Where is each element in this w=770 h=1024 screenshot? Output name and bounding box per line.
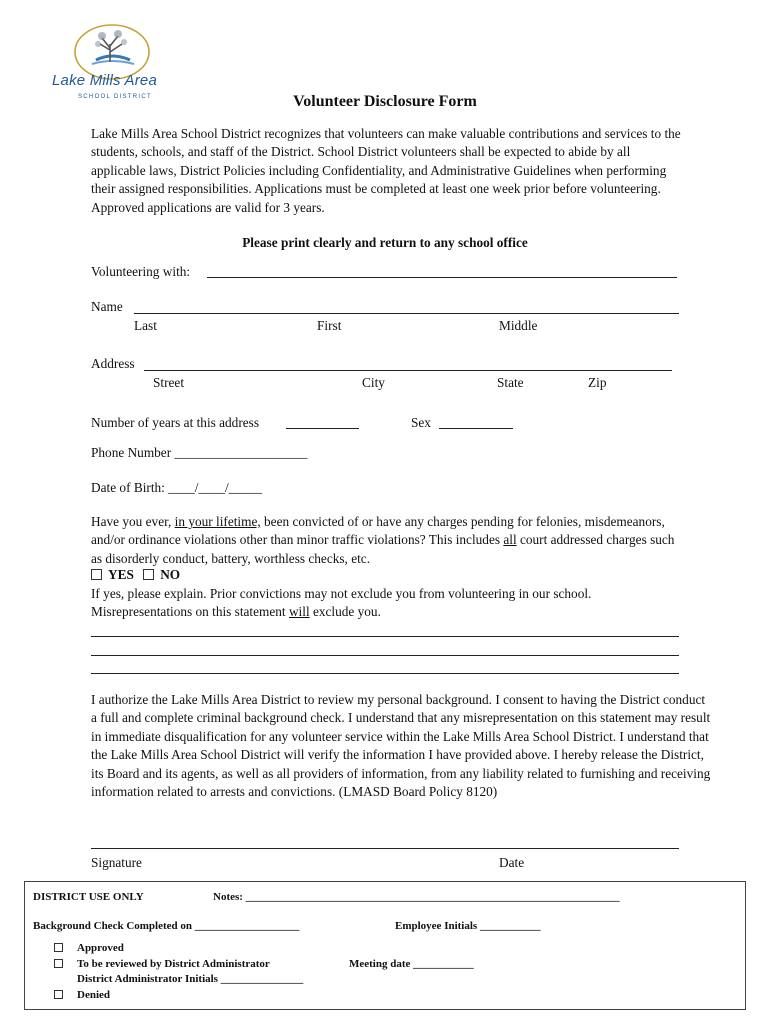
admin-initials-field[interactable]: District Administrator Initials _______________ <box>77 973 304 985</box>
denied-option: Denied <box>54 989 110 1001</box>
name-label: Name <box>91 299 123 314</box>
tree-logo-icon <box>52 22 172 104</box>
explanation-line-1[interactable] <box>91 636 679 637</box>
notes-field[interactable]: Notes: ____________________________________________________________________ <box>213 891 620 903</box>
years-at-address-label: Number of years at this address <box>91 415 260 430</box>
approved-option: Approved <box>54 942 124 954</box>
sex-label: Sex <box>411 415 431 430</box>
address-label: Address <box>91 356 135 371</box>
signature-label: Signature <box>91 855 142 870</box>
volunteering-with-field[interactable] <box>207 277 677 278</box>
address-zip-label: Zip <box>588 375 607 390</box>
no-label: NO <box>160 567 181 582</box>
district-logo <box>52 22 172 104</box>
meeting-date-field[interactable]: Meeting date ___________ <box>349 958 474 970</box>
address-city-label: City <box>362 375 385 390</box>
logo-name: Lake Mills Area <box>52 72 157 89</box>
address-state-label: State <box>497 375 524 390</box>
sex-field[interactable] <box>439 428 513 429</box>
name-middle-label: Middle <box>499 318 538 333</box>
logo-subtitle: SCHOOL DISTRICT <box>78 94 152 100</box>
approved-checkbox[interactable] <box>54 943 63 952</box>
review-option: To be reviewed by District Administrator <box>54 958 270 970</box>
date-of-birth-field[interactable]: Date of Birth: ____/____/_____ <box>91 480 262 495</box>
years-at-address-field[interactable] <box>286 428 359 429</box>
name-first-label: First <box>317 318 342 333</box>
district-use-heading: DISTRICT USE ONLY <box>33 891 144 903</box>
denied-checkbox[interactable] <box>54 990 63 999</box>
conviction-question: Have you ever, in your lifetime, been convicted of or have any charges pending for felonies, misdemeanors, and/or ordinance violations other than minor traffic violations? This includes all court addressed charges such as disorderly conduct, battery, worthless checks, etc. <box>91 514 675 566</box>
yes-label: YES <box>108 567 134 582</box>
authorization-paragraph: I authorize the Lake Mills Area District to review my personal background. I consent to having the District conduct a full and complete criminal background check. I understand that any misrepresentation on this statement may result in immediate disqualification for any volunteer service within the Lake Mills Area School District. I understand that the Lake Mills Area School District will verify the information I have provided above. I hereby release the District, its Board and its agents, as well as all providers of information, from any liability related to furnishing and receiving information related to arrests and convictions. (LMASD Board Policy 8120) <box>91 692 711 800</box>
name-last-label: Last <box>134 318 157 333</box>
name-field[interactable] <box>134 313 679 314</box>
explanation-line-2[interactable] <box>91 655 679 656</box>
date-label: Date <box>499 855 525 870</box>
instruction-text: Please print clearly and return to any school office <box>242 235 528 250</box>
explanation-line-3[interactable] <box>91 673 679 674</box>
explain-instructions: If yes, please explain. Prior convictions may not exclude you from volunteering in our school. Misrepresentations on this statement will exclude you. <box>91 586 592 620</box>
background-check-field[interactable]: Background Check Completed on ___________________ <box>33 920 300 932</box>
volunteering-with-label: Volunteering with: <box>91 264 191 279</box>
review-checkbox[interactable] <box>54 959 63 968</box>
address-field[interactable] <box>144 370 672 371</box>
form-title: Volunteer Disclosure Form <box>293 93 477 110</box>
address-street-label: Street <box>153 375 185 390</box>
employee-initials-field[interactable]: Employee Initials ___________ <box>395 920 541 932</box>
yes-no-options <box>91 567 180 583</box>
yes-checkbox[interactable] <box>91 569 102 580</box>
intro-paragraph: Lake Mills Area School District recognizes that volunteers can make valuable contributions and services to the students, schools, and staff of the District. School District volunteers shall be expected to abide by all applicable laws, District Policies including Confidentiality, and Administrative Guidelines when performing their assigned responsibilities. Applications must be completed at least one week prior before volunteering. Approved applications are valid for 3 years. <box>91 126 681 215</box>
signature-line[interactable] <box>91 848 679 849</box>
phone-number-field[interactable]: Phone Number ____________________ <box>91 445 308 460</box>
no-checkbox[interactable] <box>143 569 154 580</box>
